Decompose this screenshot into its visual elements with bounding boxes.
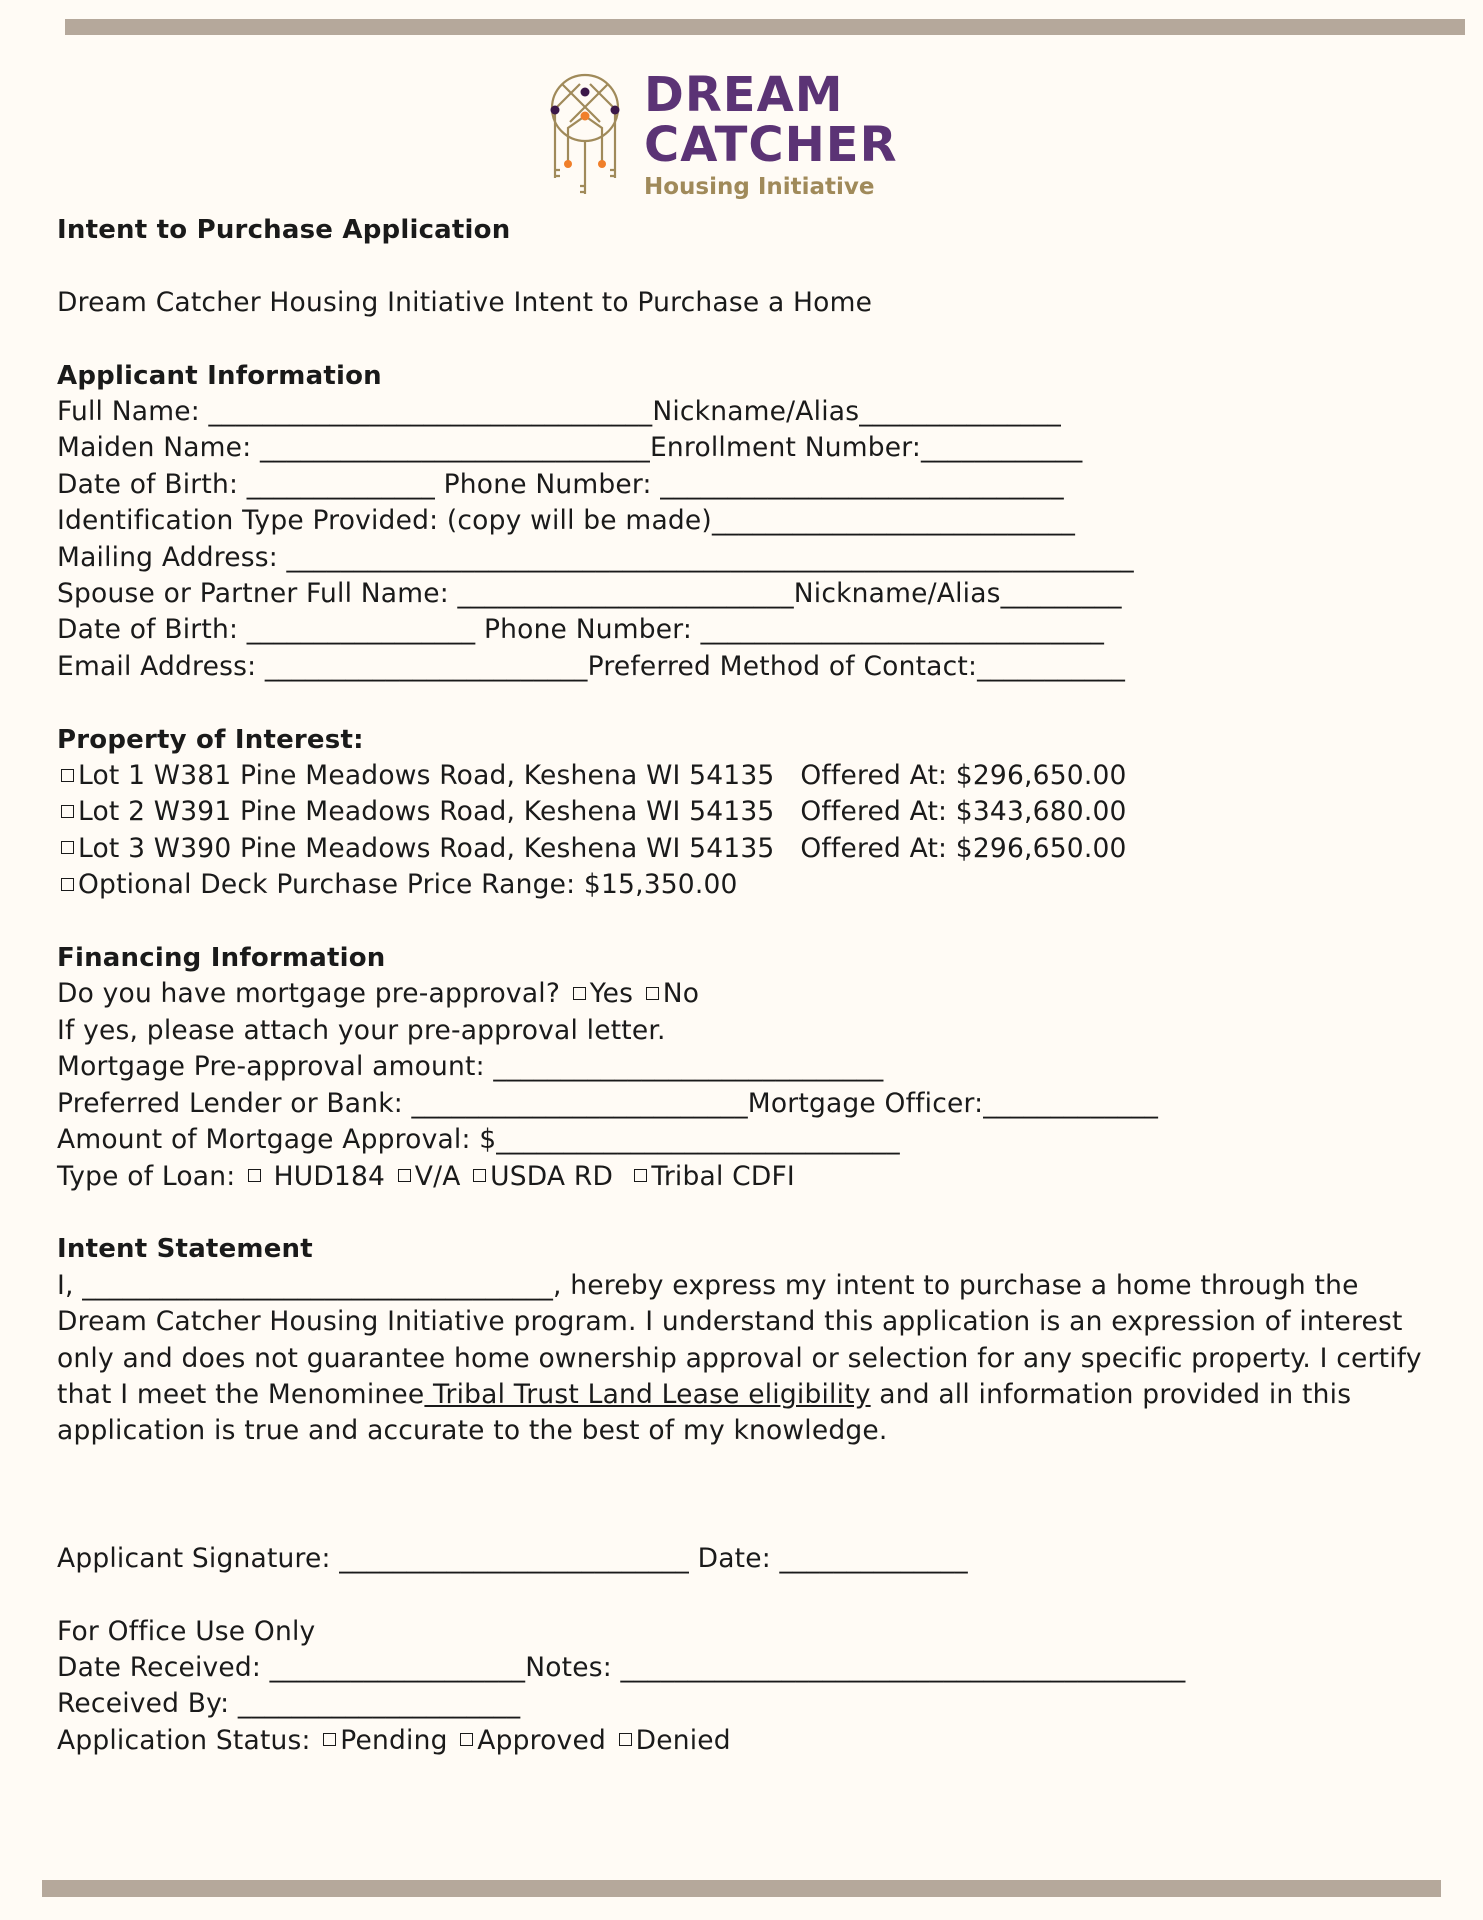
logo: [540, 67, 920, 205]
intent-statement: [57, 1268, 1437, 1450]
property-option-label: Lot 2 W391 Pine Meadows Road, Keshena WI 54135 Offered At: $343,680.00: [78, 796, 1127, 828]
page-title: Intent to Purchase Application: [57, 215, 511, 245]
spouse-dob-phone-field[interactable]: Date of Birth: _________________ Phone Number: ______________________________: [57, 614, 1105, 646]
approval-amount-field[interactable]: Amount of Mortgage Approval: $______________________________: [57, 1124, 900, 1156]
status-pending-checkbox[interactable]: [323, 1733, 336, 1746]
loan-type-option: V/A: [414, 1160, 461, 1192]
property-option-lot1[interactable]: [57, 758, 1457, 794]
loan-hud184-checkbox[interactable]: [248, 1169, 261, 1182]
status-option: Pending: [340, 1724, 448, 1756]
loan-type-option: Tribal CDFI: [651, 1160, 795, 1192]
subtitle: Dream Catcher Housing Initiative Intent to Purchase a Home: [57, 286, 873, 318]
lender-officer-field[interactable]: Preferred Lender or Bank: _________________________Mortgage Officer:_____________: [57, 1087, 1159, 1119]
checkbox[interactable]: [61, 878, 74, 891]
property-option-label: Optional Deck Purchase Price Range: $15,350.00: [78, 869, 738, 901]
status-denied-checkbox[interactable]: [619, 1733, 632, 1746]
email-contact-field[interactable]: Email Address: ________________________Preferred Method of Contact:___________: [57, 650, 1126, 682]
status-option: Denied: [635, 1724, 731, 1756]
mailing-address-field[interactable]: Mailing Address: _______________________________________________________________: [57, 541, 1134, 573]
property-option-lot3[interactable]: [57, 831, 1457, 867]
bottom-divider-bar: [42, 1880, 1441, 1897]
logo-line-catcher: CATCHER: [644, 117, 898, 173]
dob-phone-field[interactable]: Date of Birth: ______________ Phone Number: ______________________________: [57, 468, 1064, 500]
dreamcatcher-emblem-icon: [540, 70, 630, 200]
form-content: [57, 212, 1457, 1759]
application-status-row: [57, 1723, 1457, 1759]
intent-text-end: and all information provided in this application is true and accurate to the best of my knowledge.: [57, 1378, 1352, 1447]
preapproval-label: Do you have mortgage pre-approval?: [57, 978, 561, 1010]
preapproval-amount-field[interactable]: Mortgage Pre-approval amount: _____________________________: [57, 1051, 884, 1083]
status-option: Approved: [477, 1724, 606, 1756]
preapproval-question: [57, 976, 1457, 1012]
status-label: Application Status:: [57, 1724, 311, 1756]
loan-type-label: Type of Loan:: [57, 1160, 236, 1192]
preapproval-yes-checkbox[interactable]: [573, 987, 586, 1000]
attach-note: If yes, please attach your pre-approval letter.: [57, 1014, 666, 1046]
financing-heading: Financing Information: [57, 943, 386, 974]
logo-wordmark: [644, 67, 898, 202]
property-option-label: Lot 3 W390 Pine Meadows Road, Keshena WI 54135 Offered At: $296,650.00: [78, 832, 1127, 864]
date-received-notes-field[interactable]: Date Received: ___________________Notes: __________________________________________: [57, 1651, 1186, 1683]
checkbox[interactable]: [61, 841, 74, 854]
spouse-name-field[interactable]: Spouse or Partner Full Name: _________________________Nickname/Alias_________: [57, 578, 1122, 610]
yes-label: Yes: [589, 978, 634, 1010]
loan-type-option: HUD184: [273, 1160, 386, 1192]
checkbox[interactable]: [61, 805, 74, 818]
intent-text: I, ___________________________________, hereby express my intent to purchase a home through the Dream Catcher Housing Initiative program. I understand this application is an expression of interest only and does not guarantee home ownership approval or selection for any specific property. I certify that I meet the Menominee: [57, 1269, 1422, 1410]
full-name-field[interactable]: Full Name: _________________________________Nickname/Alias_______________: [57, 396, 1061, 427]
applicant-heading: Applicant Information: [57, 360, 382, 391]
loan-type-option: USDA RD: [490, 1160, 614, 1192]
loan-cdfi-checkbox[interactable]: [634, 1169, 647, 1182]
eligibility-link[interactable]: Tribal Trust Land Lease eligibility: [424, 1378, 871, 1410]
status-approved-checkbox[interactable]: [460, 1733, 473, 1746]
property-heading: Property of Interest:: [57, 724, 364, 755]
preapproval-no-checkbox[interactable]: [646, 987, 659, 1000]
id-type-field[interactable]: Identification Type Provided: (copy will be made)___________________________: [57, 505, 1076, 537]
maiden-name-field[interactable]: Maiden Name: _____________________________Enrollment Number:____________: [57, 432, 1083, 464]
property-option-deck[interactable]: [57, 867, 1457, 903]
property-option-label: Lot 1 W381 Pine Meadows Road, Keshena WI 54135 Offered At: $296,650.00: [78, 760, 1127, 792]
loan-usda-checkbox[interactable]: [473, 1169, 486, 1182]
signature-date-field[interactable]: Applicant Signature: __________________________ Date: ______________: [57, 1542, 968, 1574]
no-label: No: [662, 978, 700, 1010]
checkbox[interactable]: [61, 769, 74, 782]
property-option-lot2[interactable]: [57, 794, 1457, 830]
loan-va-checkbox[interactable]: [398, 1169, 411, 1182]
intent-heading: Intent Statement: [57, 1234, 313, 1265]
received-by-field[interactable]: Received By: _____________________: [57, 1688, 521, 1720]
loan-type-row: [57, 1159, 1457, 1195]
office-use-heading: For Office Use Only: [57, 1615, 316, 1647]
top-divider-bar: [65, 19, 1465, 35]
logo-line-housing: Housing Initiative: [644, 174, 875, 200]
logo-line-dream: DREAM: [644, 67, 844, 123]
